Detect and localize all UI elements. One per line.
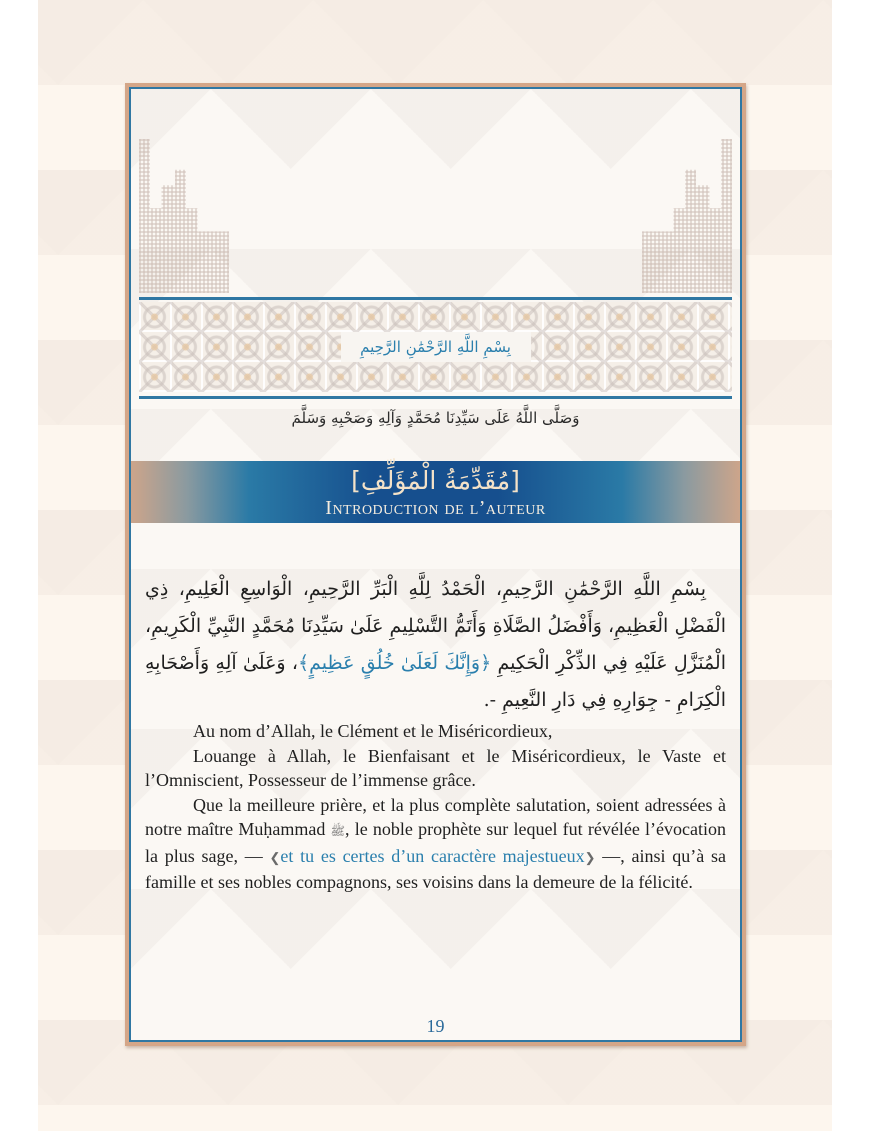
body-text bbox=[145, 571, 726, 895]
quran-verse-french: et tu es certes d’un caractère majestueux bbox=[280, 845, 585, 866]
kufic-calligraphy-right-icon bbox=[642, 139, 732, 293]
arabic-text: ، وَعَلَىٰ آلِهِ وَأَصْحَابِهِ الْكِرَامِ - جِوَارِهِ فِي دَارِ النَّعِيمِ -. bbox=[145, 652, 726, 711]
salawat-line: وَصَلَّى اللَّهُ عَلَى سَيِّدِنَا مُحَمَّدٍ وَآلِهِ وَصَحْبِهِ وَسَلَّمَ bbox=[291, 409, 580, 427]
basmala-header: بِسْمِ اللَّهِ الرَّحْمَٰنِ الرَّحِيمِ bbox=[341, 332, 531, 362]
french-paragraph bbox=[145, 793, 726, 895]
french-text: —, ainsi qu’à sa famille et ses nobles compagnons, ses voisins dans la demeure de la félicité. bbox=[145, 845, 726, 892]
kufic-calligraphy-left-icon bbox=[139, 139, 229, 293]
arabic-paragraph bbox=[145, 571, 726, 719]
french-paragraph: Louange à Allah, le Bienfaisant et le Miséricordieux, le Vaste et l’Omniscient, Possesseur de l’immense grâce. bbox=[145, 745, 726, 790]
french-text: Que la meilleure prière, et la plus complète salutation, soient adressées à notre maître Muḥammad bbox=[145, 794, 726, 839]
quran-open-bracket-icon: ❮ bbox=[269, 849, 281, 865]
page-number: 19 bbox=[426, 1016, 445, 1036]
salutation-icon: ﷺ bbox=[330, 824, 346, 838]
chapter-banner bbox=[129, 461, 742, 523]
quran-verse-arabic: ﴿وَإِنَّكَ لَعَلَىٰ خُلُقٍ عَظِيمٍ﴾ bbox=[298, 652, 492, 674]
arabic-text: بِسْمِ اللَّهِ الرَّحْمَٰنِ الرَّحِيمِ، الْحَمْدُ لِلَّهِ الْبَرِّ الرَّحِيمِ، الْوَاسِعِ الْعَلِيمِ، ذِي الْفَضْلِ الْعَظِيمِ، وَأَفْضَلُ الصَّلَاةِ وَأَتَمُّ التَّسْلِيمِ عَلَىٰ سَيِّدِنَا مُحَمَّدٍ النَّبِيِّ الْكَرِيمِ، الْمُنَزَّلِ عَلَيْهِ فِي الذِّكْرِ الْحَكِيمِ bbox=[145, 578, 726, 674]
quran-close-bracket-icon: ❯ bbox=[584, 849, 596, 865]
page-content bbox=[129, 87, 742, 1042]
page-frame bbox=[125, 83, 746, 1046]
header-rule-top bbox=[139, 297, 732, 300]
header-rule-bottom bbox=[139, 396, 732, 399]
chapter-title-arabic: [مُقَدِّمَةُ الْمُؤَلِّفِ] bbox=[351, 466, 520, 495]
chapter-title-french: Introduction de l’auteur bbox=[325, 497, 546, 519]
french-text: , le noble prophète sur lequel fut révélée l’évocation la plus sage, — bbox=[145, 819, 726, 866]
french-paragraph: Au nom d’Allah, le Clément et le Miséricordieux, bbox=[193, 721, 553, 741]
